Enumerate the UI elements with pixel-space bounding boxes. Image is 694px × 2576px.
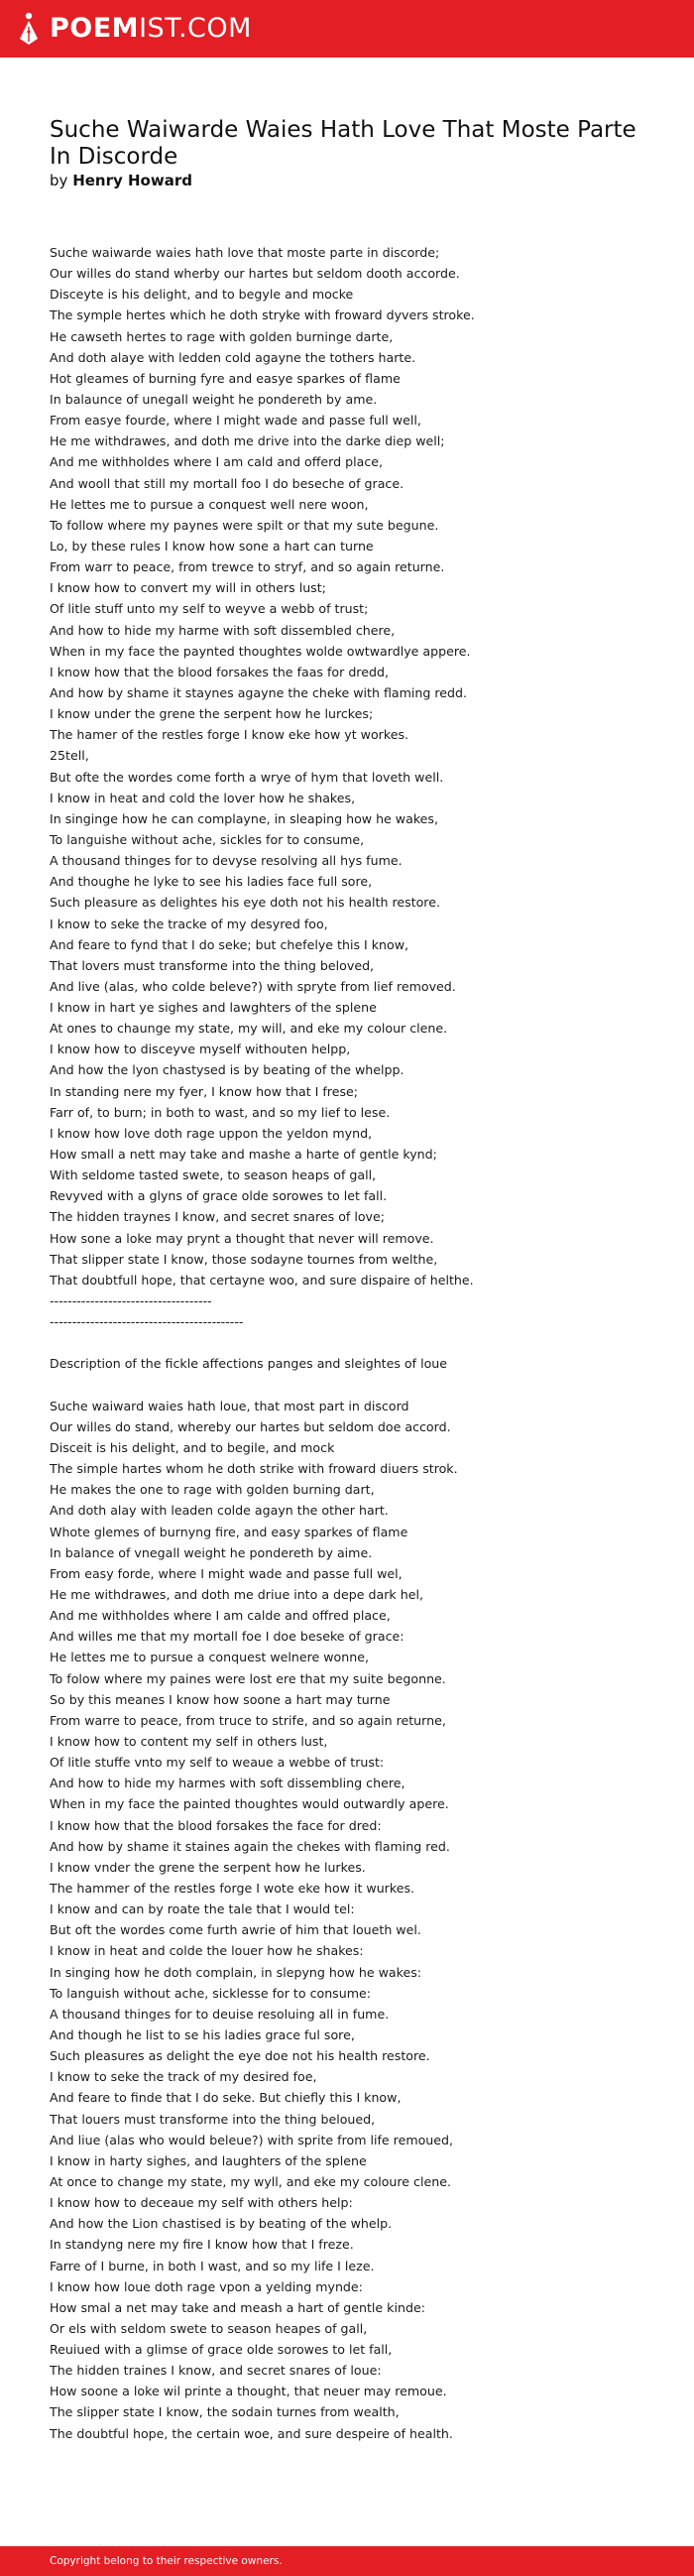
poem-line: I know how to disceyve myself withouten helpp, [50,1042,351,1057]
poem-line: The simple hartes whom he doth strike with froward diuers strok. [50,1461,458,1477]
poem-line: The hamer of the restles forge I know eke how yt workes. [50,727,409,743]
poem-line: That lovers must transforme into the thing beloved, [50,957,375,973]
poem-line: To folow where my paines were lost ere that my suite begonne. [50,1670,446,1686]
poem-line: When in my face the paynted thoughtes wolde owtwardlye appere. [50,643,471,659]
poem-line: Farre of I burne, in both I wast, and so my life I leze. [50,2258,375,2273]
poem-line: In standyng nere my fire I know how that I freze. [50,2237,354,2253]
poem-line: Of litle stuff unto my self to weyve a webb of trust; [50,601,369,617]
poem-line: Reuiued with a glimse of grace olde sorowes to let fall, [50,2342,393,2358]
poem-line: How soone a loke wil printe a thought, that neuer may remoue. [50,2384,447,2399]
poem-line: Such pleasures as delight the eye doe not his health restore. [50,2048,430,2064]
poem-line: And willes me that my mortall foe I doe beseke of grace: [50,1629,405,1645]
poem-line: He makes the one to rage with golden burning dart, [50,1482,375,1498]
poem-line: Disceyte is his delight, and to begyle and mocke [50,287,354,303]
poem-line: And though he list to se his ladies grace ful sore, [50,2026,355,2042]
poem-line: I know how to content my self in others lust, [50,1733,328,1749]
poem-line: From easy forde, where I might wade and passe full wel, [50,1565,403,1581]
poem-line: Or els with seldom swete to season heapes of gall, [50,2320,368,2336]
poem-line: And how to hide my harmes with soft dissembling chere, [50,1776,405,1791]
logo-wordmark: POEMIST.COM [50,13,252,44]
poem-line: So by this meanes I know how soone a hart may turne [50,1691,391,1707]
poem-line: At once to change my state, my wyll, and eke my coloure clene. [50,2173,451,2189]
poem-line: And how the Lion chastised is by beating of the whelp. [50,2216,393,2232]
poem-title: Suche Waiwarde Waies Hath Love That Moste Parte In Discorde [50,117,636,170]
poem-line: Whote glemes of burnyng fire, and easy sparkes of flame [50,1524,408,1539]
poem-line: ------------------------------------ [50,1293,212,1309]
poem-line: I know and can by roate the tale that I would tel: [50,1901,355,1917]
poem-line: And wooll that still my mortall foo I do beseche of grace. [50,475,405,491]
poem-line: To follow where my paynes were spilt or that my sute begune. [50,517,439,533]
poem-line: At ones to chaunge my state, my will, and eke my colour clene. [50,1021,448,1037]
poem-line: How small a nett may take and mashe a harte of gentle kynd; [50,1147,437,1163]
poem-line: Hot gleames of burning fyre and easye sparkes of flame [50,370,401,386]
poem-line: Such pleasure as delightes his eye doth not his health restore. [50,895,440,911]
poem-line: He me withdrawes, and doth me drive into the darke diep well; [50,433,445,449]
poem-line: Our willes do stand, whereby our hartes but seldom doe accord. [50,1418,451,1434]
poem-line: The slipper state I know, the sodain turnes from wealth, [50,2404,400,2420]
site-header [0,0,694,58]
poem-line: And feare to finde that I do seke. But chiefly this I know, [50,2090,402,2106]
poem-line: He me withdrawes, and doth me driue into a depe dark hel, [50,1587,423,1602]
poem-line: I know how love doth rage uppon the yeldon mynd, [50,1125,373,1141]
poem-line: How smal a net may take and meash a hart of gentle kinde: [50,2299,425,2315]
poem-line: He cawseth hertes to rage with golden burninge darte, [50,328,394,344]
copyright-text: Copyright belong to their respective owners. [50,2555,283,2567]
poem-line: In singing how he doth complain, in slepyng how he wakes: [50,1964,422,1980]
poem-line: In singinge how he can complayne, in sleaping how he wakes, [50,810,438,826]
poem-line: And live (alas, who colde beleve?) with spryte from lief removed. [50,978,456,994]
poem-body [50,242,664,2444]
poem-line: To languish without ache, sicklesse for to consume: [50,1985,371,2001]
poem-line: He lettes me to pursue a conquest welnere wonne, [50,1650,369,1665]
poem-line: The hidden traynes I know, and secret snares of love; [50,1209,385,1225]
poem-line: Suche waiward waies hath loue, that most part in discord [50,1398,409,1413]
pen-nib-icon [18,12,40,46]
poem-line: I know how that the blood forsakes the face for dred: [50,1817,382,1833]
poem-line: I know vnder the grene the serpent how he lurkes. [50,1859,366,1875]
poem-line: I know under the grene the serpent how he lurckes; [50,706,374,722]
poem-line: I know how to convert my will in others lust; [50,580,326,596]
poem-line: And doth alaye with ledden cold agayne the tothers harte. [50,349,416,365]
poem-line: Disceit is his delight, and to begile, and mock [50,1440,335,1456]
poem-line: With seldome tasted swete, to season heaps of gall, [50,1167,377,1183]
poem-line: When in my face the painted thoughtes would outwardly apere. [50,1796,449,1812]
poem-line: Suche waiwarde waies hath love that moste parte in discorde; [50,245,440,260]
poem-line: I know how that the blood forsakes the faas for dredd, [50,664,389,679]
poem-line: Of litle stuffe vnto my self to weaue a webbe of trust: [50,1755,385,1771]
poem-line: I know in hart ye sighes and lawghters of the splene [50,1000,377,1016]
poem-line: And me withholdes where I am cald and offerd place, [50,454,384,470]
byline [50,171,192,190]
poem-line: And how to hide my harme with soft dissembled chere, [50,622,396,638]
poem-line: Description of the fickle affections panges and sleightes of loue [50,1356,448,1372]
poem-line: And doth alay with leaden colde agayn the other hart. [50,1503,389,1519]
poem-line: And feare to fynd that I do seke; but chefelye this I know, [50,936,409,952]
poem-line: The doubtful hope, the certain woe, and sure despeire of health. [50,2425,453,2441]
poem-line: That slipper state I know, those sodayne tournes from welthe, [50,1251,438,1267]
poem-line: From easye fourde, where I might wade and passe full well, [50,413,421,429]
poem-line: I know in heat and cold the lover how he shakes, [50,790,356,805]
poem-line: From warr to peace, from trewce to stryf, and so again returne. [50,559,445,575]
poem-line: The hidden traines I know, and secret snares of loue: [50,2363,382,2379]
poem-line: I know in harty sighes, and laughters of the splene [50,2152,367,2168]
poem-line: I know how loue doth rage vpon a yelding mynde: [50,2278,363,2294]
poem-line: A thousand thinges for to deuise resoluing all in fume. [50,2006,390,2022]
poem-line: He lettes me to pursue a conquest well nere woon, [50,496,369,512]
poem-line: And me withholdes where I am calde and offred place, [50,1608,391,1624]
poem-line: That doubtfull hope, that certayne woo, and sure dispaire of helthe. [50,1272,474,1288]
poem-line: ------------------------------------------- [50,1314,244,1330]
poem-line: To languishe without ache, sickles for to consume, [50,831,365,847]
poem-line: Lo, by these rules I know how sone a hart can turne [50,538,374,553]
by-label: by [50,172,68,189]
site-logo[interactable] [18,12,252,46]
poem-line: I know in heat and colde the louer how he shakes: [50,1943,364,1959]
poem-line: From warre to peace, from truce to strife, and so again returne, [50,1712,446,1728]
poem-line: I know to seke the track of my desired foe, [50,2069,317,2085]
poem-line: And thoughe he lyke to see his ladies face full sore, [50,874,373,890]
poem-line: A thousand thinges for to devyse resolving all hys fume. [50,853,403,869]
poem-line: I know how to deceaue my self with others help: [50,2195,353,2211]
poem-line: In standing nere my fyer, I know how that I frese; [50,1083,358,1099]
poem-line: 25tell, [50,748,89,764]
poem-line: That louers must transforme into the thing beloued, [50,2111,376,2127]
poem-line: And how the lyon chastysed is by beating of the whelpp. [50,1062,405,1078]
poem-line: How sone a loke may prynt a thought that never will remove. [50,1230,434,1246]
poem-line: In balance of vnegall weight he pondereth by aime. [50,1544,373,1560]
poem-line: And how by shame it staines again the chekes with flaming red. [50,1838,450,1854]
poem-line: I know to seke the tracke of my desyred foo, [50,916,328,931]
poem-line: The symple hertes which he doth stryke with froward dyvers stroke. [50,307,475,323]
stanza-break [50,1332,664,1353]
poem-line: But oft the wordes come furth awrie of him that loueth wel. [50,1922,421,1938]
poem-line: Revyved with a glyns of grace olde sorowes to let fall. [50,1188,388,1204]
poem-line: But ofte the wordes come forth a wrye of hym that loveth well. [50,769,444,785]
poem-line: Our willes do stand wherby our hartes but seldom dooth accorde. [50,266,460,282]
poem-line: Farr of, to burn; in both to wast, and so my lief to lese. [50,1104,391,1120]
poem-line: And how by shame it staynes agayne the cheke with flaming redd. [50,684,468,700]
poem-line: And liue (alas who would beleue?) with sprite from life remoued, [50,2132,454,2147]
poem-line: The hammer of the restles forge I wote eke how it wurkes. [50,1880,415,1896]
site-footer [0,2546,694,2576]
poem-line: In balaunce of unegall weight he pondereth by ame. [50,391,378,407]
author-name[interactable]: Henry Howard [72,172,192,189]
stanza-break [50,1375,664,1396]
